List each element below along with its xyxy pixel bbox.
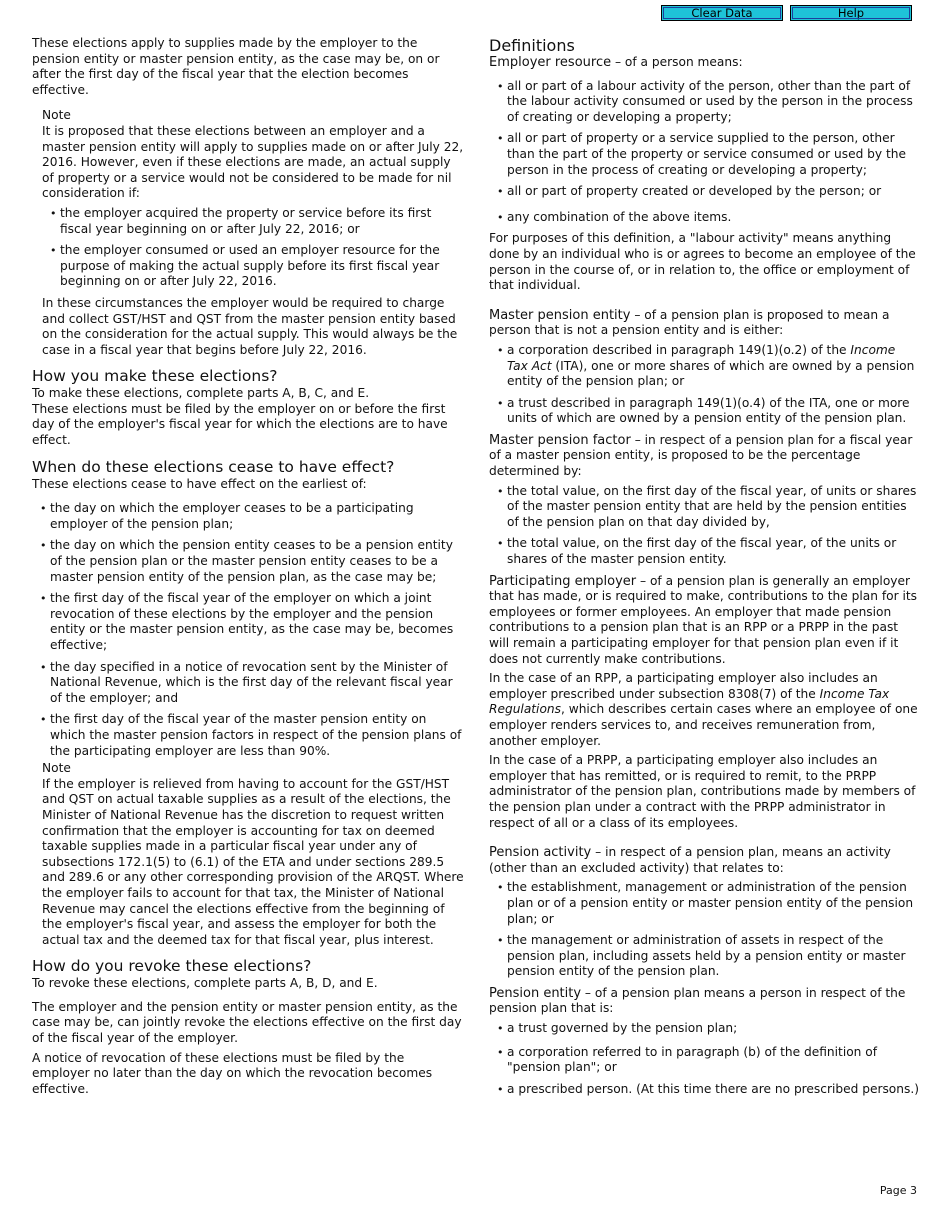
master-pension-entity-definition xyxy=(489,308,919,339)
list-item: • the day specified in a notice of revocation sent by the Minister of National Revenue, which is the first day of the relevant fiscal year of the employer; and xyxy=(50,660,464,707)
term-label: Pension activity xyxy=(489,845,592,861)
pension-entity-list xyxy=(489,1021,919,1097)
paragraph-text: In the case of an RPP, a participating employer also includes an employer prescribed under subsection 8308(7) of the xyxy=(489,671,878,701)
list-item: • the first day of the fiscal year of the master pension entity on which the master pension factors in respect of the pension plans of the participating employer are less than 90%. xyxy=(50,712,464,759)
master-pension-factor-list xyxy=(489,484,919,568)
list-item: • all or part of property created or developed by the person; or xyxy=(507,184,919,200)
list-item: • the management or administration of assets in respect of the pension plan, including assets held by a pension entity or master pension entity of the pension plan. xyxy=(507,933,919,980)
term-label: Master pension factor xyxy=(489,432,631,448)
definition-text: – of a pension plan is generally an employer that has made, or is required to make, contributions to the plan for its employees or former employees. An employer that made pension contributions to a pension plan that is an RPP or a PRPP in the past will remain a participating employer for that pension plan even if it does not currently make contributions. xyxy=(489,573,917,666)
term-label: Participating employer xyxy=(489,573,637,589)
definition-text: – in respect of a pension plan for a fiscal year of a master pension entity, is proposed to be the percentage determined by: xyxy=(489,432,913,479)
right-column xyxy=(489,36,919,1103)
participating-employer-rpp xyxy=(489,671,919,749)
participating-employer-definition xyxy=(489,574,919,668)
list-item: • a prescribed person. (At this time there are no prescribed persons.) xyxy=(507,1082,919,1098)
definitions-heading: Definitions xyxy=(489,36,575,55)
term-label: Pension entity xyxy=(489,985,582,1001)
list-item xyxy=(507,343,919,390)
revoke-paragraph-2: The employer and the pension entity or master pension entity, as the case may be, can jointly revoke the elections effective on the first day of the fiscal year of the employer. xyxy=(32,999,462,1046)
list-item: • a corporation referred to in paragraph (b) of the definition of "pension plan"; or xyxy=(507,1045,919,1076)
list-item: • the first day of the fiscal year of the employer on which a joint revocation of these elections by the employer and the pension entity or the master pension entity, as the case may be, becomes effective; xyxy=(50,591,464,653)
paragraph-text: , which describes certain cases where an employee of one employer renders services to, and receives remuneration from, another employer. xyxy=(489,702,918,748)
revoke-heading: How do you revoke these elections? xyxy=(32,957,312,976)
toolbar xyxy=(661,5,912,21)
note-1-label: Note xyxy=(42,108,71,123)
list-item: • any combination of the above items. xyxy=(507,210,919,226)
term-label: Master pension entity xyxy=(489,307,631,323)
intro-paragraph: These elections apply to supplies made by the employer to the pension entity or master pension entity, as the case may be, on or after the first day of the fiscal year that the election becomes effective. xyxy=(32,36,440,97)
note-1-paragraph: It is proposed that these elections between an employer and a master pension entity will apply to supplies made on or after July 22, 2016. However, even if these elections are made, an actual supply of property or a service would not be considered to be made for nil consideration if: xyxy=(42,123,464,201)
note-1-list xyxy=(42,206,464,290)
how-make-paragraph-2: These elections must be filed by the employer on or before the first day of the employer's fiscal year for which the elections are to have effect. xyxy=(32,401,448,448)
labour-activity-paragraph: For purposes of this definition, a "labour activity" means anything done by an individual who is or agrees to become an employee of the person in the course of, or in relation to, the office or employment of that individual. xyxy=(489,231,916,293)
pension-activity-list xyxy=(489,880,919,980)
cease-intro: These elections cease to have effect on the earliest of: xyxy=(32,476,367,491)
definition-text: – of a pension plan means a person in respect of the pension plan that is: xyxy=(489,985,906,1016)
list-item: • the total value, on the first day of the fiscal year, of the units or shares of the master pension entity. xyxy=(507,536,919,567)
list-item: • a trust governed by the pension plan; xyxy=(507,1021,919,1037)
how-make-heading: How you make these elections? xyxy=(32,367,278,386)
pension-activity-definition xyxy=(489,845,919,876)
employer-resource-definition xyxy=(489,55,919,71)
revoke-paragraph-3: A notice of revocation of these elections must be filed by the employer no later than the day on which the revocation becomes effective. xyxy=(32,1050,433,1096)
definition-text: – in respect of a pension plan, means an activity (other than an excluded activity) that relates to: xyxy=(489,845,891,875)
master-pension-entity-list xyxy=(489,343,919,427)
how-make-paragraph: To make these elections, complete parts A, B, C, and E. xyxy=(32,386,370,401)
term-label: Employer resource xyxy=(489,55,612,70)
help-button[interactable]: Help xyxy=(790,5,912,21)
list-item: • a trust described in paragraph 149(1)(o.4) of the ITA, one or more units of which are owned by a pension entity of the pension plan. xyxy=(507,396,919,427)
act-title: Income Tax Act xyxy=(507,342,896,373)
item-text: (ITA), one or more shares of which are owned by a pension entity of the pension plan; or xyxy=(507,358,915,389)
list-item: • the day on which the employer ceases to be a participating employer of the pension plan; xyxy=(50,501,464,532)
list-item: • the day on which the pension entity ceases to be a pension entity of the pension plan or the master pension entity ceases to be a master pension entity of the pension plan, as the case may be; xyxy=(50,538,464,585)
list-item: • all or part of property or a service supplied to the person, other than the part of the property or service consumed or used by the person in the process of creating or developing a property; xyxy=(507,131,919,178)
left-column xyxy=(32,36,464,1101)
note-1-paragraph-2: In these circumstances the employer would be required to charge and collect GST/HST and QST from the master pension entity based on the consideration for the actual supply. This would always be the case in a fiscal year that begins before July 22, 2016. xyxy=(42,295,458,357)
revoke-paragraph: To revoke these elections, complete parts A, B, D, and E. xyxy=(32,976,378,991)
note-2-paragraph: If the employer is relieved from having to account for the GST/HST and QST on actual taxable supplies as a result of the elections, the Minister of National Revenue has the discretion to request written confirmation that the employer is accounting for tax on deemed taxable supplies made in a particular fiscal year under any of subsections 172.1(5) to (6.1) of the ETA and under sections 289.5 and 289.6 or any other corresponding provision of the ARQST. Where the employer fails to account for that tax, the Minister of National Revenue may cancel the elections effective from the beginning of the employer's fiscal year, and assess the employer for both the actual tax and the deemed tax for that fiscal year, plus interest. xyxy=(42,776,464,947)
list-item: • the establishment, management or administration of the pension plan or of a pension entity or master pension entity of the pension plan; or xyxy=(507,880,919,927)
list-item: • the employer acquired the property or service before its first fiscal year beginning on or after July 22, 2016; or xyxy=(60,206,464,237)
regulations-title: Income Tax Regulations xyxy=(489,686,890,717)
list-item: • all or part of a labour activity of the person, other than the part of the labour activity consumed or used by the person in the process of creating or developing a property; xyxy=(507,79,919,126)
participating-employer-prpp: In the case of a PRPP, a participating employer also includes an employer that has remitted, or is required to remit, to the PRPP administrator of the pension plan, contributions made by members of the pension plan under a contract with the PRPP administrator in respect of all or a class of its employees. xyxy=(489,753,916,830)
definition-text: – of a person means: xyxy=(611,55,743,69)
cease-heading: When do these elections cease to have effect? xyxy=(32,457,395,476)
employer-resource-list xyxy=(489,79,919,226)
list-item: • the employer consumed or used an employer resource for the purpose of making the actual supply before its first fiscal year beginning on or after July 22, 2016. xyxy=(60,243,464,290)
list-item: • the total value, on the first day of the fiscal year, of units or shares of the master pension entity that are held by the pension entities of the pension plan on that day divided by, xyxy=(507,484,919,531)
item-text: a corporation described in paragraph 149(1)(o.2) of the xyxy=(507,342,851,357)
clear-data-button[interactable]: Clear Data xyxy=(661,5,783,21)
definition-text: – of a pension plan is proposed to mean a person that is not a pension entity and is either: xyxy=(489,307,890,338)
pension-entity-definition xyxy=(489,986,919,1017)
note-1 xyxy=(42,108,464,358)
cease-list xyxy=(32,501,464,759)
note-2 xyxy=(42,761,464,948)
note-2-label: Note xyxy=(42,761,71,776)
page-number: Page 3 xyxy=(879,1184,917,1197)
master-pension-factor-definition xyxy=(489,433,919,480)
